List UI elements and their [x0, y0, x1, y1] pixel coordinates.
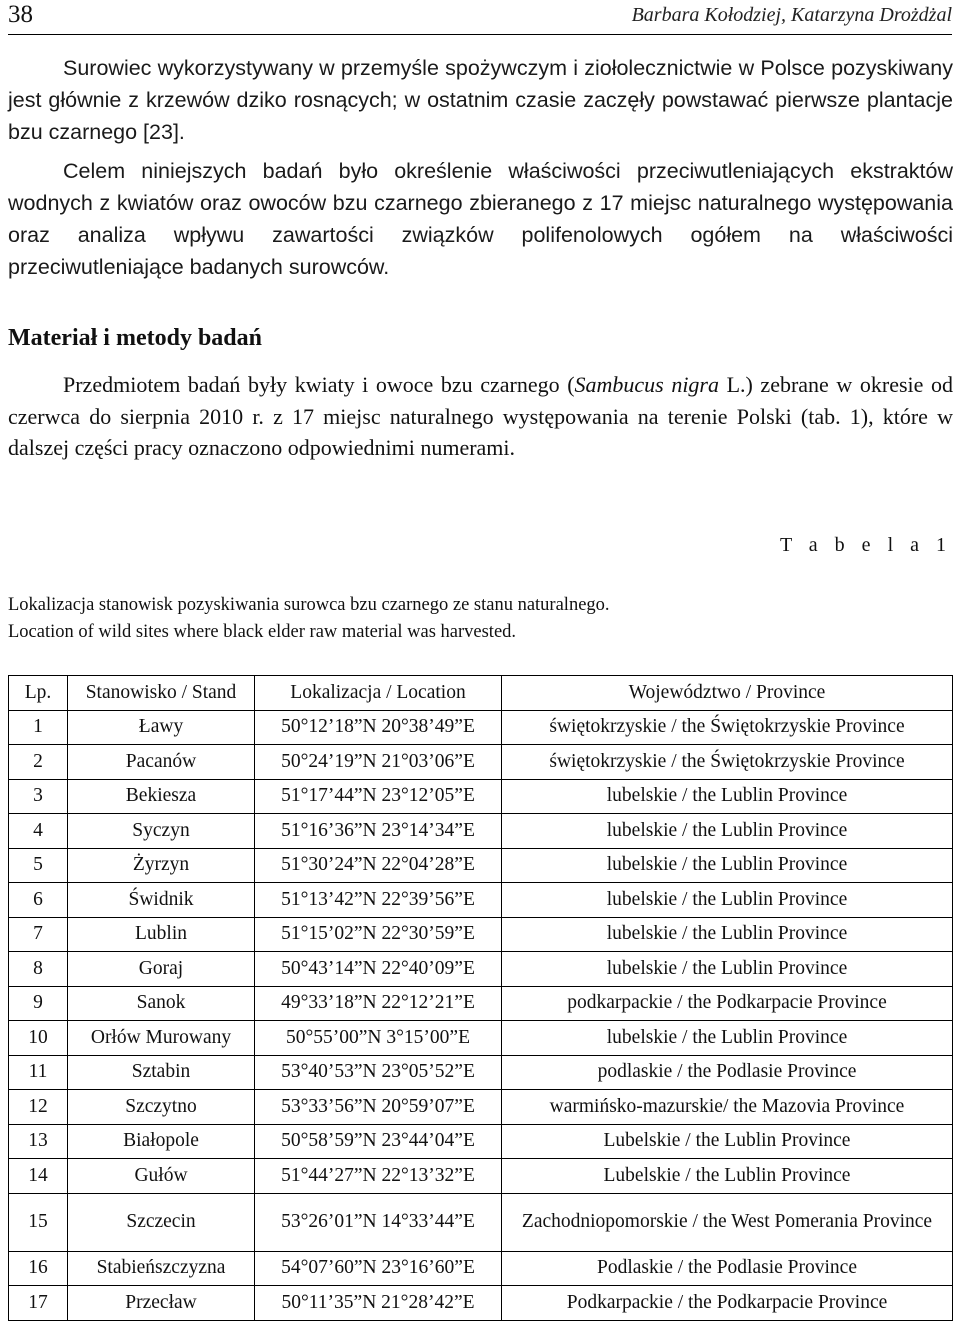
table-row: [9, 848, 953, 883]
table-row: [9, 1251, 953, 1286]
cell-lp: 15: [9, 1193, 68, 1251]
table-body: [9, 710, 953, 1320]
cell-province: lubelskie / the Lublin Province: [502, 952, 953, 987]
cell-lp: 17: [9, 1286, 68, 1321]
header-lp: Lp.: [9, 676, 68, 711]
cell-lp: 12: [9, 1090, 68, 1125]
cell-lp: 9: [9, 986, 68, 1021]
cell-location: 50°11’35”N 21°28’42”E: [255, 1286, 502, 1321]
cell-stand: Lublin: [68, 917, 255, 952]
header-stand: Stanowisko / Stand: [68, 676, 255, 711]
cell-stand: Białopole: [68, 1124, 255, 1159]
cell-province: lubelskie / the Lublin Province: [502, 848, 953, 883]
table-row: [9, 1286, 953, 1321]
cell-stand: Szczytno: [68, 1090, 255, 1125]
cell-province: Lubelskie / the Lublin Province: [502, 1159, 953, 1194]
cell-location: 50°24’19”N 21°03’06”E: [255, 745, 502, 780]
cell-lp: 2: [9, 745, 68, 780]
table-row: [9, 1090, 953, 1125]
cell-lp: 7: [9, 917, 68, 952]
cell-stand: Ławy: [68, 710, 255, 745]
cell-province: lubelskie / the Lublin Province: [502, 917, 953, 952]
cell-province: Podlaskie / the Podlasie Province: [502, 1251, 953, 1286]
table-row: [9, 745, 953, 780]
paragraph-materials: [8, 369, 953, 464]
cell-province: warmińsko-mazurskie/ the Mazovia Province: [502, 1090, 953, 1125]
cell-stand: Syczyn: [68, 814, 255, 849]
cell-province: świętokrzyskie / the Świętokrzyskie Province: [502, 710, 953, 745]
cell-location: 51°30’24”N 22°04’28”E: [255, 848, 502, 883]
cell-lp: 8: [9, 952, 68, 987]
cell-location: 50°12’18”N 20°38’49”E: [255, 710, 502, 745]
cell-province: podkarpackie / the Podkarpacie Province: [502, 986, 953, 1021]
cell-location: 53°33’56”N 20°59’07”E: [255, 1090, 502, 1125]
table-header-row: [9, 676, 953, 711]
cell-stand: Gułów: [68, 1159, 255, 1194]
cell-stand: Świdnik: [68, 883, 255, 918]
materials-text-start: Przedmiotem badań były kwiaty i owoce bzu czarnego (: [63, 372, 575, 397]
cell-location: 51°17’44”N 23°12’05”E: [255, 779, 502, 814]
cell-location: 54°07’60”N 23°16’60”E: [255, 1251, 502, 1286]
cell-location: 50°58’59”N 23°44’04”E: [255, 1124, 502, 1159]
table-caption-en: Location of wild sites where black elder raw material was harvested.: [8, 622, 517, 642]
cell-stand: Sztabin: [68, 1055, 255, 1090]
table-row: [9, 1021, 953, 1056]
cell-stand: Goraj: [68, 952, 255, 987]
cell-lp: 13: [9, 1124, 68, 1159]
cell-province: lubelskie / the Lublin Province: [502, 814, 953, 849]
table-row: [9, 986, 953, 1021]
cell-lp: 5: [9, 848, 68, 883]
table-caption-pl: Lokalizacja stanowisk pozyskiwania surowca bzu czarnego ze stanu naturalnego.: [8, 595, 610, 615]
cell-stand: Sanok: [68, 986, 255, 1021]
cell-stand: Bekiesza: [68, 779, 255, 814]
cell-stand: Żyrzyn: [68, 848, 255, 883]
table-row: [9, 1055, 953, 1090]
header-location: Lokalizacja / Location: [255, 676, 502, 711]
cell-stand: Przecław: [68, 1286, 255, 1321]
table-label: T a b e l a 1: [779, 534, 952, 556]
cell-lp: 16: [9, 1251, 68, 1286]
header-province: Województwo / Province: [502, 676, 953, 711]
table-row: [9, 917, 953, 952]
table-row: [9, 779, 953, 814]
cell-lp: 4: [9, 814, 68, 849]
table-row: [9, 883, 953, 918]
cell-province: świętokrzyskie / the Świętokrzyskie Province: [502, 745, 953, 780]
page-number: 38: [8, 1, 33, 28]
cell-location: 51°15’02”N 22°30’59”E: [255, 917, 502, 952]
cell-stand: Szczecin: [68, 1193, 255, 1251]
cell-lp: 1: [9, 710, 68, 745]
cell-location: 51°16’36”N 23°14’34”E: [255, 814, 502, 849]
table-row: [9, 1193, 953, 1251]
paragraph-aim: Celem niniejszych badań było określenie właściwości przeciwutleniających ekstraktów wodnych z kwiatów oraz owoców bzu czarnego zbieranego z 17 miejsc naturalnego występowania oraz analiza wpływu zawartości związków polifenolowych ogółem na właściwości przeciwutleniające badanych surowców.: [8, 159, 953, 279]
table-row: [9, 1124, 953, 1159]
sites-table: [8, 675, 953, 1321]
cell-lp: 14: [9, 1159, 68, 1194]
table-row: [9, 1159, 953, 1194]
table-row: [9, 710, 953, 745]
cell-stand: Pacanów: [68, 745, 255, 780]
cell-lp: 3: [9, 779, 68, 814]
cell-location: 53°40’53”N 23°05’52”E: [255, 1055, 502, 1090]
cell-lp: 10: [9, 1021, 68, 1056]
cell-location: 53°26’01”N 14°33’44”E: [255, 1193, 502, 1251]
cell-lp: 11: [9, 1055, 68, 1090]
species-name: Sambucus nigra: [574, 372, 719, 397]
cell-stand: Orłów Murowany: [68, 1021, 255, 1056]
cell-province: Lubelskie / the Lublin Province: [502, 1124, 953, 1159]
table-row: [9, 952, 953, 987]
section-heading: Materiał i metody badań: [8, 325, 262, 351]
table-row: [9, 814, 953, 849]
paragraph-raw-material: Surowiec wykorzystywany w przemyśle spożywczym i ziołolecznictwie w Polsce pozyskiwany jest głównie z krzewów dziko rosnących; w ostatnim czasie zaczęły powstawać pierwsze plantacje bzu czarnego [23].: [8, 56, 953, 144]
running-head-authors: Barbara Kołodziej, Katarzyna Drożdżal: [631, 4, 952, 26]
cell-location: 51°44’27”N 22°13’32”E: [255, 1159, 502, 1194]
cell-stand: Stabieńszczyzna: [68, 1251, 255, 1286]
cell-location: 51°13’42”N 22°39’56”E: [255, 883, 502, 918]
cell-location: 49°33’18”N 22°12’21”E: [255, 986, 502, 1021]
materials-text-end: L.) zebrane w okresie od czerwca do sierpnia 2010 r. z 17 miejsc naturalnego występowania na terenie Polski (tab. 1), które w dalszej części pracy oznaczono odpowiednimi numerami.: [8, 372, 953, 460]
cell-location: 50°43’14”N 22°40’09”E: [255, 952, 502, 987]
cell-province: Podkarpackie / the Podkarpacie Province: [502, 1286, 953, 1321]
cell-lp: 6: [9, 883, 68, 918]
cell-province: lubelskie / the Lublin Province: [502, 779, 953, 814]
cell-province: lubelskie / the Lublin Province: [502, 1021, 953, 1056]
cell-province: podlaskie / the Podlasie Province: [502, 1055, 953, 1090]
cell-province: Zachodniopomorskie / the West Pomerania Province: [502, 1193, 953, 1251]
cell-province: lubelskie / the Lublin Province: [502, 883, 953, 918]
page-header: [8, 0, 952, 35]
cell-location: 50°55’00”N 3°15’00”E: [255, 1021, 502, 1056]
